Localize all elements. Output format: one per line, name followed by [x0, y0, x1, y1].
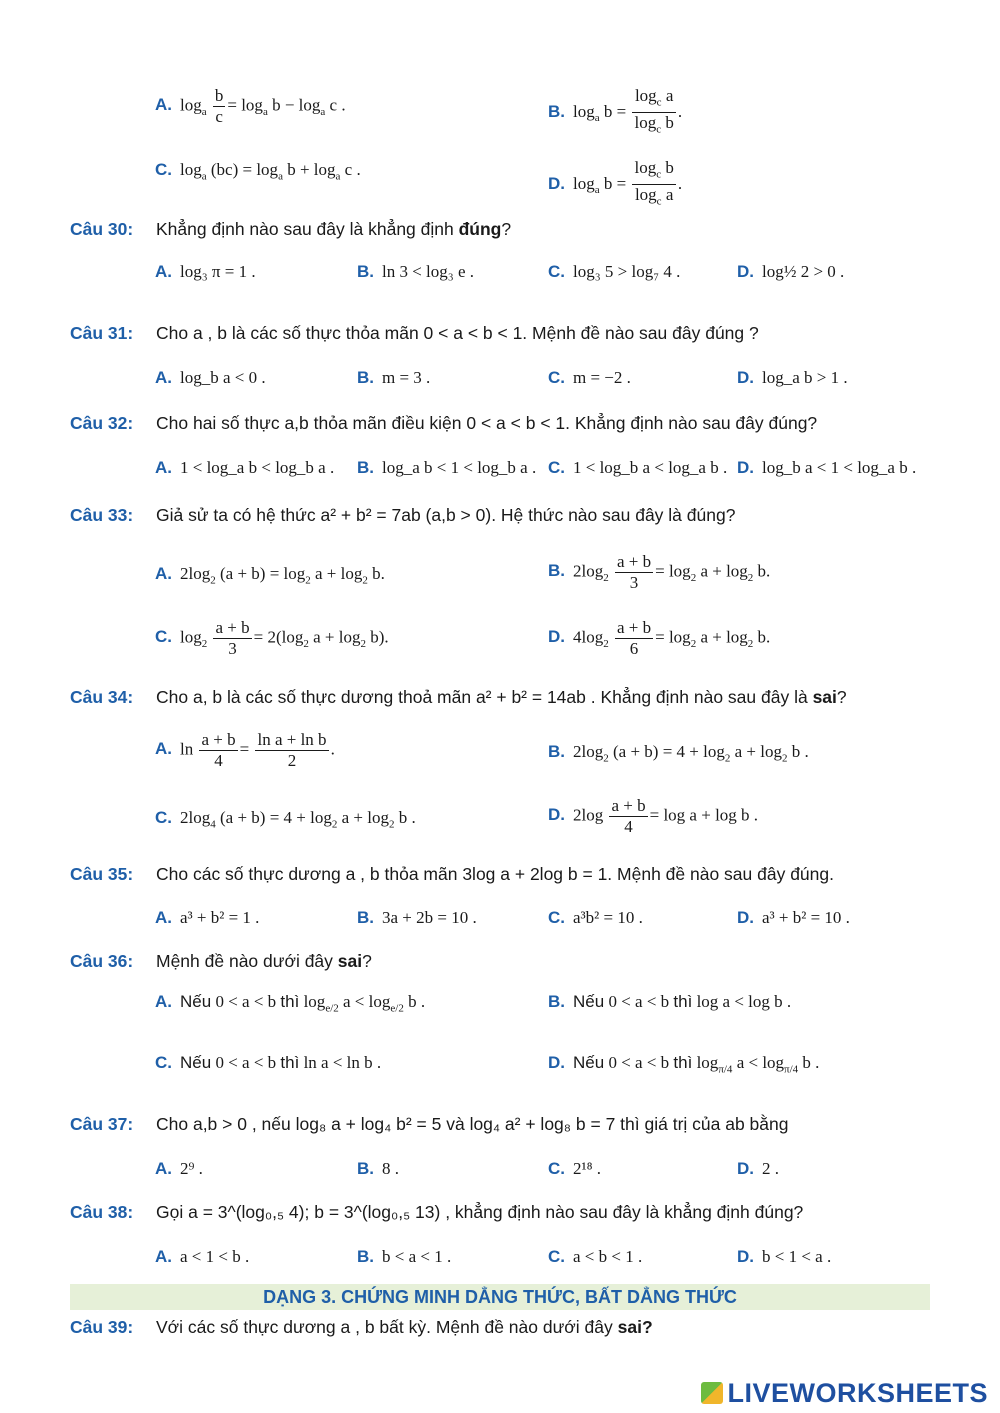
question-tail: ? [836, 687, 847, 707]
q31-option-c[interactable]: C. m = −2 . [548, 368, 631, 387]
option-text: log₃ 5 > log₇ 4 . [573, 262, 681, 281]
q32-option-b[interactable]: B. log_a b < 1 < log_b a . [357, 458, 537, 477]
question-text: Cho a, b là các số thực dương thoả mãn a² + b² = 14ab . Khẳng định nào sau đây là [156, 687, 813, 707]
question-text: Cho các số thực dương a , b thỏa mãn 3log a + 2log b = 1. Mệnh đề nào sau đây đúng. [156, 864, 834, 884]
option-text: m = −2 . [573, 368, 631, 387]
question-emphasis: sai [812, 687, 837, 707]
option-text: a < b < 1 . [573, 1247, 643, 1266]
question-number: Câu 33: [70, 505, 134, 525]
q32-option-d[interactable]: D. log_b a < 1 < log_a b . [737, 458, 917, 477]
q30-option-b[interactable]: B. ln 3 < log₃ e . [357, 262, 475, 281]
option-text: a³ + b² = 1 . [180, 908, 260, 927]
question-number: Câu 36: [70, 951, 134, 971]
q38-option-c[interactable]: C. a < b < 1 . [548, 1247, 643, 1266]
q35-option-a[interactable]: A. a³ + b² = 1 . [155, 908, 260, 927]
option-text: log₃ π = 1 . [180, 262, 256, 281]
question-number: Câu 38: [70, 1202, 134, 1222]
option-text: 1 < log_b a < log_a b . [573, 458, 728, 477]
q36-option-d[interactable]: D. Nếu 0 < a < b thì $\log_{\pi/4} a < \log_{\pi/4} b$ . [548, 1053, 820, 1076]
q30-option-c[interactable]: C. log₃ 5 > log₇ 4 . [548, 262, 681, 281]
q34-option-a[interactable]: A. ln $\frac{a + b}{4}$ = $\frac{\text{ln a + ln b}}{2}$ . [155, 730, 335, 770]
option-text: m = 3 . [382, 368, 431, 387]
option-text: log_b a < 0 . [180, 368, 266, 387]
q36-option-a[interactable]: A. Nếu 0 < a < b thì $\log_{e/2} a < \log_{e/2} b$ . [155, 992, 426, 1015]
q33-option-c[interactable]: C. $\log_2$ $\frac{a + b}{3}$ = $2(\log_2$ $a + \log_2 b$). [155, 618, 389, 658]
q29-option-d[interactable]: D. $\log_a b$ = $\frac{\log_c b}{\log_c a}$ . [548, 158, 683, 208]
question-37 [70, 1112, 788, 1136]
question-text: Mệnh đề nào dưới đây [156, 951, 338, 971]
q38-option-d[interactable]: D. b < 1 < a . [737, 1247, 832, 1266]
question-text: Gọi a = 3^(log₀,₅ 4); b = 3^(log₀,₅ 13) , khẳng định nào sau đây là khẳng định đúng? [156, 1202, 804, 1222]
q30-option-a[interactable]: A. log₃ π = 1 . [155, 262, 256, 281]
logo-text: LIVEWORKSHEETS [727, 1378, 988, 1408]
question-38 [70, 1200, 803, 1224]
liveworksheets-logo [701, 1378, 988, 1409]
q37-option-b[interactable]: B. 8 . [357, 1159, 399, 1178]
question-tail: ? [362, 951, 372, 971]
q33-option-d[interactable]: D. $4\log_2$ $\frac{a + b}{6}$ = $\log_2 a + \log_2 b$. [548, 618, 771, 658]
question-number: Câu 37: [70, 1114, 134, 1134]
option-text: 8 . [382, 1159, 399, 1178]
option-text: a³b² = 10 . [573, 908, 643, 927]
q35-option-d[interactable]: D. a³ + b² = 10 . [737, 908, 850, 927]
q33-option-b[interactable]: B. $2\log_2$ $\frac{a + b}{3}$ = $\log_2 a + \log_2 b$. [548, 552, 771, 592]
question-31 [70, 321, 759, 345]
liveworksheets-logo-icon [701, 1382, 723, 1404]
option-text: a < 1 < b . [180, 1247, 250, 1266]
question-text: Cho a,b > 0 , nếu log₈ a + log₄ b² = 5 và log₄ a² + log₈ b = 7 thì giá trị của ab bằng [156, 1114, 789, 1134]
q34-option-c[interactable]: C. $2\log_4$ $(a + b) = 4 + \log_2 a + \log_2 b$ . [155, 808, 416, 831]
option-text: 2¹⁸ . [573, 1159, 602, 1178]
option-text: 1 < log_a b < log_b a . [180, 458, 335, 477]
option-text: b < a < 1 . [382, 1247, 452, 1266]
q36-option-b[interactable]: B. Nếu 0 < a < b thì log a < log b . [548, 992, 792, 1011]
q32-option-a[interactable]: A. 1 < log_a b < log_b a . [155, 458, 335, 477]
question-34 [70, 685, 847, 709]
q33-option-a[interactable]: A. $2\log_2$ $(a + b) = \log_2 a + \log_2 b$. [155, 564, 385, 587]
q31-option-d[interactable]: D. log_a b > 1 . [737, 368, 848, 387]
option-text: 2⁹ . [180, 1159, 203, 1178]
option-text: ln 3 < log₃ e . [382, 262, 475, 281]
option-text: b < 1 < a . [762, 1247, 832, 1266]
question-tail: ? [501, 219, 512, 239]
question-number: Câu 34: [70, 687, 134, 707]
question-text: Khẳng định nào sau đây là khẳng định [156, 219, 459, 239]
option-text: 2 . [762, 1159, 779, 1178]
question-35 [70, 862, 834, 886]
question-emphasis: đúng [458, 219, 502, 239]
question-text: Giả sử ta có hệ thức a² + b² = 7ab (a,b > 0). Hệ thức nào sau đây là đúng? [156, 505, 736, 525]
question-text: Cho hai số thực a,b thỏa mãn điều kiện 0 < a < b < 1. Khẳng định nào sau đây đúng? [156, 413, 818, 433]
option-text: log_b a < 1 < log_a b . [762, 458, 917, 477]
question-32 [70, 411, 817, 435]
q29-option-c[interactable]: C. $\log_a (bc) = \log_a b + \log_a c$ . [155, 160, 361, 183]
question-33 [70, 503, 735, 527]
question-36 [70, 949, 372, 973]
q31-option-b[interactable]: B. m = 3 . [357, 368, 431, 387]
option-text: 3a + 2b = 10 . [382, 908, 477, 927]
question-number: Câu 31: [70, 323, 134, 343]
q34-option-d[interactable]: D. 2log $\frac{a + b}{4}$ = log a + log b . [548, 796, 759, 836]
option-text: log_a b < 1 < log_b a . [382, 458, 537, 477]
question-text: Với các số thực dương a , b bất kỳ. Mệnh đề nào dưới đây [156, 1317, 618, 1337]
question-number: Câu 39: [70, 1317, 134, 1337]
question-39 [70, 1315, 653, 1339]
question-number: Câu 30: [70, 219, 134, 239]
option-text: a³ + b² = 10 . [762, 908, 850, 927]
q29-option-a[interactable]: A. $\log_a$ $\frac{b}{c}$ = $\log_a b - \log_a c$ . [155, 86, 346, 126]
q30-option-d[interactable]: D. log½ 2 > 0 . [737, 262, 845, 281]
option-text: log_a b > 1 . [762, 368, 848, 387]
question-emphasis: sai? [617, 1317, 653, 1337]
q38-option-b[interactable]: B. b < a < 1 . [357, 1247, 452, 1266]
question-30 [70, 217, 511, 241]
question-number: Câu 32: [70, 413, 134, 433]
question-number: Câu 35: [70, 864, 134, 884]
q31-option-a[interactable]: A. log_b a < 0 . [155, 368, 266, 387]
q32-option-c[interactable]: C. 1 < log_b a < log_a b . [548, 458, 728, 477]
q29-option-b[interactable]: B. $\log_a b$ = $\frac{\log_c a}{\log_c b}$ . [548, 86, 683, 136]
section-heading: DẠNG 3. CHỨNG MINH DẲNG THỨC, BẤT DẲNG THỨC [70, 1284, 930, 1310]
question-emphasis: sai [337, 951, 363, 971]
question-text: Cho a , b là các số thực thỏa mãn 0 < a < b < 1. Mệnh đề nào sau đây đúng ? [156, 323, 759, 343]
q35-option-b[interactable]: B. 3a + 2b = 10 . [357, 908, 477, 927]
option-text: log½ 2 > 0 . [762, 262, 845, 281]
q35-option-c[interactable]: C. a³b² = 10 . [548, 908, 643, 927]
q38-option-a[interactable]: A. a < 1 < b . [155, 1247, 250, 1266]
q37-option-c[interactable]: C. 2¹⁸ . [548, 1159, 602, 1178]
q37-option-a[interactable]: A. 2⁹ . [155, 1159, 203, 1178]
q37-option-d[interactable]: D. 2 . [737, 1159, 779, 1178]
q34-option-b[interactable]: B. $2\log_2$ $(a + b) = 4 + \log_2 a + \log_2 b$ . [548, 742, 809, 765]
q36-option-c[interactable]: C. Nếu 0 < a < b thì ln a < ln b . [155, 1053, 382, 1072]
